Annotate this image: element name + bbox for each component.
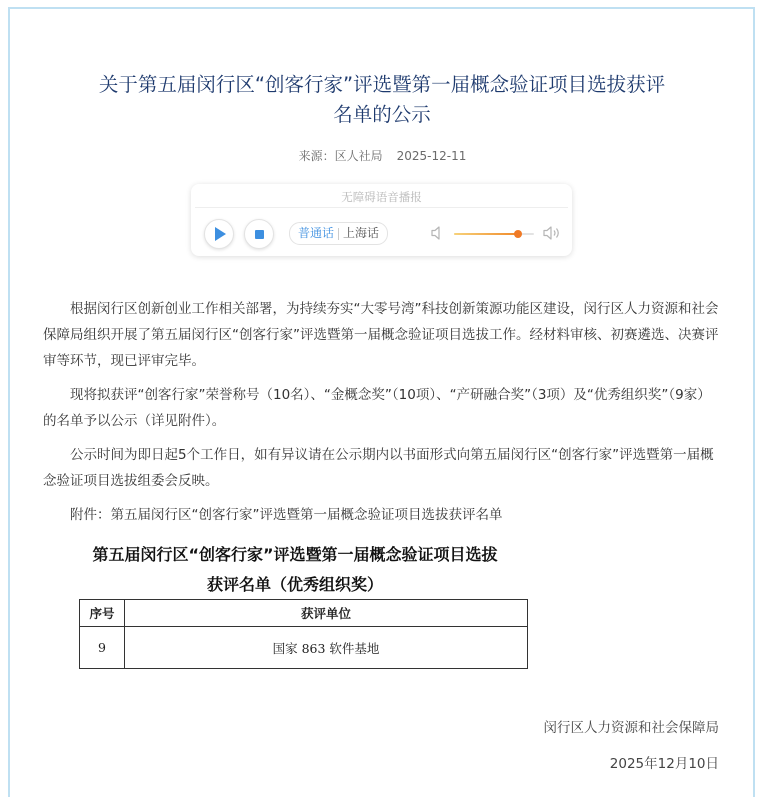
table-row: [80, 627, 528, 669]
column-header-number: 序号: [80, 600, 125, 627]
table-header-row: [80, 600, 528, 627]
play-icon: [215, 227, 226, 241]
play-button[interactable]: [204, 219, 234, 249]
annex-title-line2: 获评名单（优秀组织奖）: [206, 575, 383, 594]
volume-high-icon[interactable]: [543, 225, 561, 241]
page-title: 关于第五届闵行区“创客行家”评选暨第一届概念验证项目选拔获评名单的公示: [98, 73, 666, 126]
roster-table: [79, 599, 528, 669]
source-label: 来源：: [298, 149, 335, 163]
volume-low-icon[interactable]: [431, 225, 445, 241]
paragraph: 现将拟获评“创客行家”荣誉称号（10名）、“金概念奖”（10项）、“产研融合奖”（3项）及“优秀组织奖”（9家）的名单予以公示（详见附件）。: [43, 387, 711, 429]
audio-player: [191, 184, 572, 256]
volume-slider-fill: [454, 233, 518, 235]
article-meta: [0, 147, 765, 164]
column-header-unit: 获评单位: [125, 600, 528, 627]
paragraph: 根据闵行区创新创业工作相关部署，为持续夯实“大零号湾”科技创新策源功能区建设，闵行区人力资源和社会保障局组织开展了第五届闵行区“创客行家”评选暨第一届概念验证项目选拔工作。经材料审核、初赛遴选、决赛评审等环节，现已评审完毕。: [43, 301, 719, 369]
volume-slider[interactable]: [454, 233, 534, 235]
stop-button[interactable]: [244, 219, 274, 249]
stop-icon: [255, 230, 264, 239]
volume-slider-knob[interactable]: [514, 230, 522, 238]
signature-date: 2025年12月10日: [609, 756, 719, 772]
annex-title-line1: 第五届闵行区“创客行家”评选暨第一届概念验证项目选拔: [92, 545, 498, 564]
row-unit: 国家 863 软件基地: [125, 627, 528, 669]
player-divider: [195, 207, 568, 208]
row-number: 9: [80, 627, 125, 669]
source-value: 区人社局: [334, 149, 383, 163]
language-option-mandarin[interactable]: 普通话: [298, 226, 335, 240]
attachment-note: 附件：第五届闵行区“创客行家”评选暨第一届概念验证项目选拔获评名单: [70, 507, 503, 523]
signature-org: 闵行区人力资源和社会保障局: [543, 720, 719, 736]
player-label: 无障碍语音播报: [341, 190, 422, 204]
annex-title: [60, 540, 530, 600]
publish-date: 2025-12-11: [396, 149, 467, 163]
article-body: [43, 296, 721, 536]
language-option-shanghainese[interactable]: 上海话: [343, 226, 380, 240]
paragraph: 公示时间为即日起5个工作日，如有异议请在公示期内以书面形式向第五届闵行区“创客行家”评选暨第一届概念验证项目选拔组委会反映。: [43, 447, 714, 489]
language-switch: [289, 222, 388, 245]
